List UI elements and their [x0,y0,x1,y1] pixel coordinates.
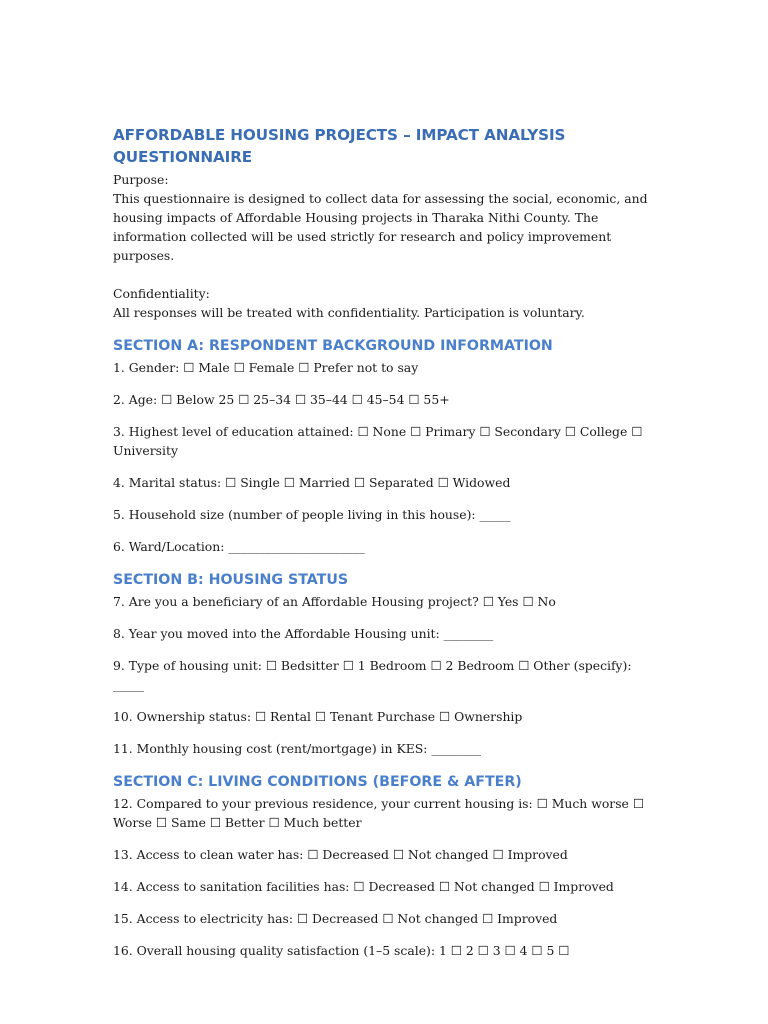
confidentiality-text: All responses will be treated with confidentiality. Participation is voluntary. [113,305,585,320]
section-a-heading: SECTION A: RESPONDENT BACKGROUND INFORMATION [113,338,553,354]
purpose-text: This questionnaire is designed to collect data for assessing the social, economic, and housing impacts of Affordable Housing projects in Tharaka Nithi County. The information collected will be used strictly for research and policy improvement purposes. [113,191,648,263]
spacer [113,265,658,284]
question-15: 15. Access to electricity has: ☐ Decreased ☐ Not changed ☐ Improved [113,911,558,926]
document-title: AFFORDABLE HOUSING PROJECTS – IMPACT ANALYSIS QUESTIONNAIRE [113,126,566,166]
question-1: 1. Gender: ☐ Male ☐ Female ☐ Prefer not to say [113,360,419,375]
question-11: 11. Monthly housing cost (rent/mortgage) in KES: ________ [113,741,481,756]
question-6: 6. Ward/Location: ______________________ [113,539,365,554]
question-12: 12. Compared to your previous residence, your current housing is: ☐ Much worse ☐ Worse ☐ Same ☐ Better ☐ Much better [113,796,644,830]
question-4: 4. Marital status: ☐ Single ☐ Married ☐ Separated ☐ Widowed [113,475,511,490]
question-16: 16. Overall housing quality satisfaction (1–5 scale): 1 ☐ 2 ☐ 3 ☐ 4 ☐ 5 ☐ [113,943,570,958]
confidentiality-label: Confidentiality: [113,286,210,301]
question-3: 3. Highest level of education attained: ☐ None ☐ Primary ☐ Secondary ☐ College ☐ University [113,424,643,458]
question-8: 8. Year you moved into the Affordable Housing unit: ________ [113,626,494,641]
question-9: 9. Type of housing unit: ☐ Bedsitter ☐ 1 Bedroom ☐ 2 Bedroom ☐ Other (specify): _____ [113,658,632,692]
question-13: 13. Access to clean water has: ☐ Decreased ☐ Not changed ☐ Improved [113,847,568,862]
section-b-heading: SECTION B: HOUSING STATUS [113,572,349,588]
question-10: 10. Ownership status: ☐ Rental ☐ Tenant Purchase ☐ Ownership [113,709,523,724]
question-2: 2. Age: ☐ Below 25 ☐ 25–34 ☐ 35–44 ☐ 45–54 ☐ 55+ [113,392,450,407]
question-7: 7. Are you a beneficiary of an Affordable Housing project? ☐ Yes ☐ No [113,594,556,609]
question-14: 14. Access to sanitation facilities has: ☐ Decreased ☐ Not changed ☐ Improved [113,879,614,894]
purpose-label: Purpose: [113,172,169,187]
section-c-heading: SECTION C: LIVING CONDITIONS (BEFORE & AFTER) [113,774,522,790]
questionnaire-page [113,124,658,973]
question-5: 5. Household size (number of people living in this house): _____ [113,507,511,522]
